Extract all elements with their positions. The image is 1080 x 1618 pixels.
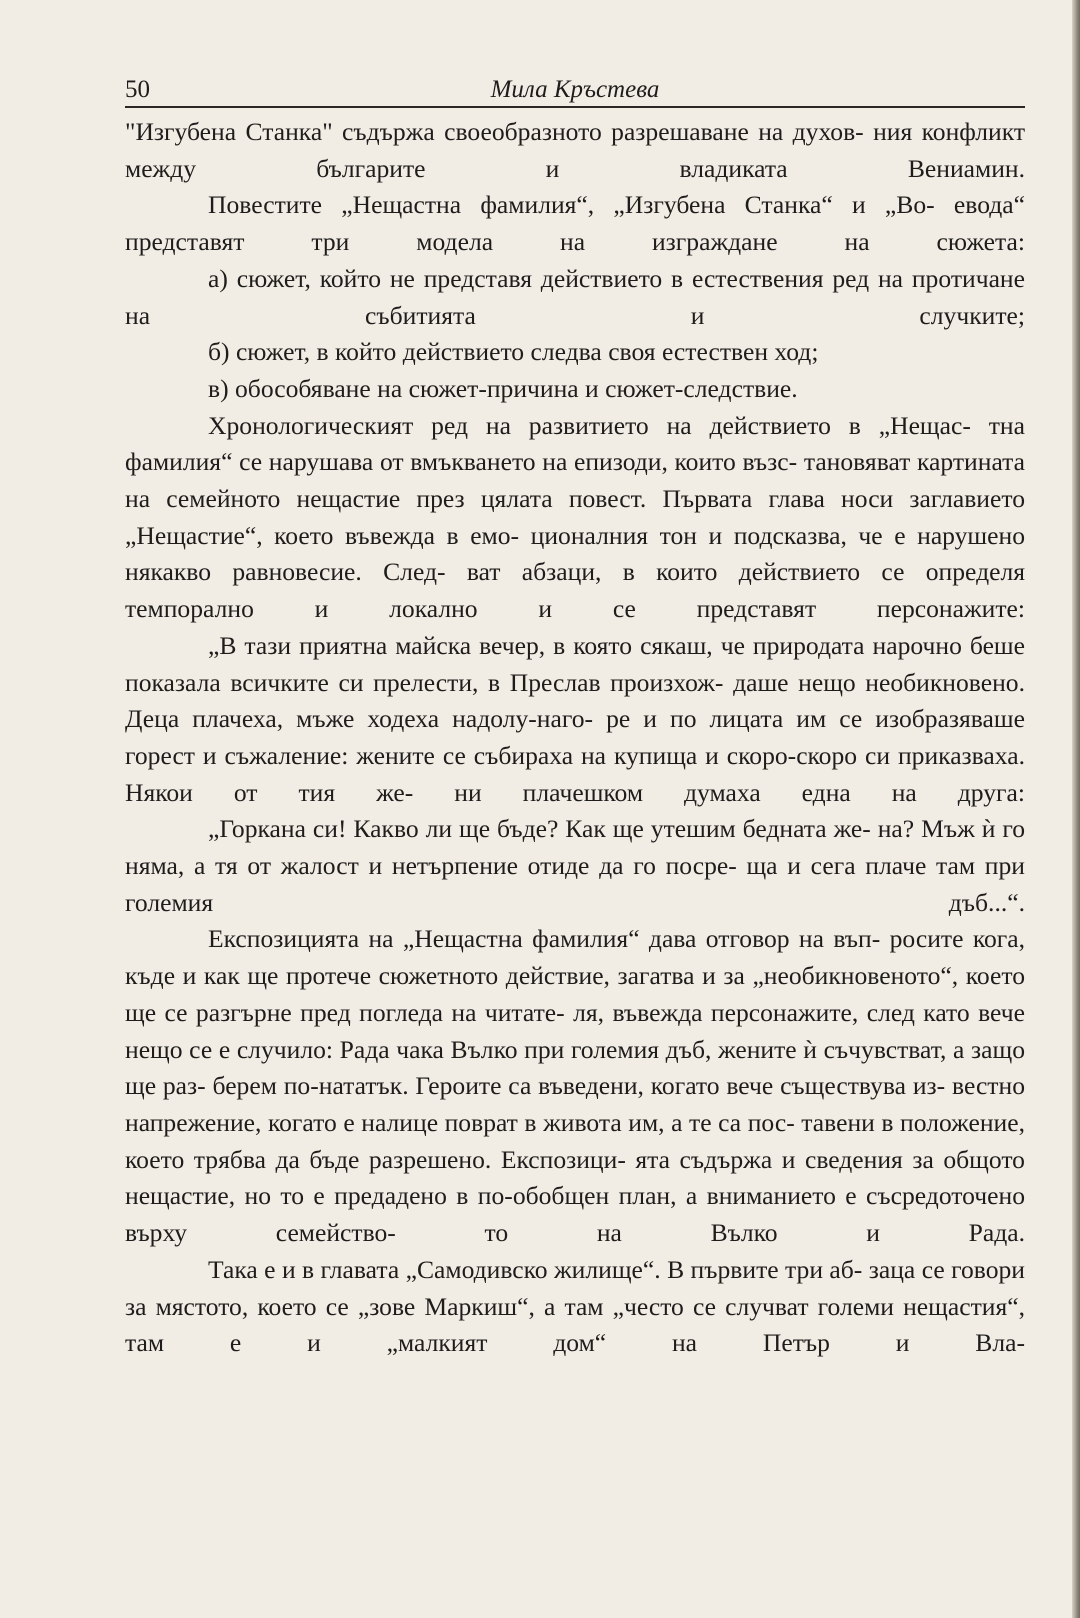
text-line: „Горкана си! Какво ли ще бъде? Как ще утешим бедната же- (208, 814, 871, 844)
text-line: на? Мъж ѝ го няма, а тя от жалост и нетърпение отиде да го посре- (125, 814, 1025, 881)
text-line: за „необикновеното“, което ще се разгърне пред погледа на читате- (125, 961, 1025, 1027)
text-line: евода“ представят три модела на изграждане на сюжета: (125, 190, 1025, 257)
text-line: берем по-нататък. Героите са въведени, когато вече съществува из- (212, 1071, 946, 1101)
text-line: даше нещо необикновено. Деца плачеха, мъже ходеха надолу-наго- (125, 667, 1025, 734)
text-line: б) сюжет, в който действието следва своя естествен ход; (208, 337, 819, 367)
quote-paragraph (125, 811, 1025, 921)
text-line: Повестите „Нещастна фамилия“, „Изгубена Станка“ и „Во- (208, 190, 935, 220)
text-line: ля, въвежда персонажите, след като вече нещо се е случило: Рада (125, 997, 1025, 1064)
list-item (125, 261, 1025, 334)
text-line: ре и по лицата им се изобразяваше горест и съжаление: жените се (125, 704, 1025, 770)
text-line: по-обобщен план, а вниманието е съсредоточено върху семейство- (125, 1181, 1025, 1248)
text-line: чака Вълко при големия дъб, жените ѝ съчувстват, а защо ще раз- (125, 1034, 1025, 1101)
text-line: "Изгубена Станка" съдържа своеобразното разрешаване на духов- (125, 117, 864, 146)
text-line: ята съдържа и сведения за общото нещастие, но то е предадено в (125, 1144, 1025, 1211)
text-line: тановяват картината на семейното нещастие през цялата повест. (125, 447, 1025, 514)
page-header (125, 76, 1025, 108)
paragraph (125, 921, 1025, 1251)
text-line: Хронологическият ред на развитието на действието в „Нещас- (208, 410, 971, 440)
text-line: вестно напрежение, когато е налице поврат в живота им, а те са пос- (125, 1071, 1025, 1137)
page-edge (1072, 0, 1080, 1618)
paragraph (125, 408, 1025, 628)
text-line: в) обособяване на сюжет-причина и сюжет-следствие. (208, 373, 798, 403)
paragraph (125, 187, 1025, 260)
text-line: събираха на купища и скоро-скоро си приказваха. Някои от тия же- (125, 740, 1025, 807)
text-line: ния конфликт между българите и владиката Вениамин. (125, 117, 1025, 183)
text-line: ционалния тон и подсказва, че е нарушено някакво равновесие. След- (125, 520, 1025, 587)
text-line: „В тази приятна майска вечер, в която сякаш, че природата (208, 630, 865, 660)
text-line: Първата глава носи заглавието „Нещастие“, което въвежда в емо- (125, 484, 1026, 550)
running-head-author: Мила Кръстева (490, 76, 660, 103)
text-line: Експозицията на „Нещастна фамилия“ дава отговор на въп- (208, 924, 881, 954)
text-line: нарочно беше показала всичките си прелести, в Преслав произхож- (125, 630, 1025, 697)
text-line: тавени в положение, което трябва да бъде разрешено. Експозици- (125, 1107, 1025, 1174)
text-line: на протичане на събитията и случките; (125, 263, 1025, 330)
text-line: тна фамилия“ се нарушава от вмъкването на епизоди, които възс- (125, 410, 1025, 477)
paragraph (125, 1252, 1025, 1362)
quote-paragraph (125, 628, 1025, 812)
text-line: то на Вълко и Рада. (484, 1218, 1026, 1248)
list-item (125, 371, 1025, 408)
text-line: ни плачешком думаха една на друга: (454, 777, 1025, 807)
page-number: 50 (125, 76, 150, 103)
text-line: и се представят персонажите: (538, 594, 1026, 624)
text-line: случват големи нещастия“, там е и „малкият дом“ на Петър и Вла- (125, 1291, 1025, 1358)
text-line: ща и сега плаче там при големия дъб...“. (125, 851, 1025, 917)
text-line: Така е и в главата „Самодивско жилище“. В първите три аб- (208, 1254, 863, 1284)
paragraph (125, 114, 1025, 187)
body-text (125, 114, 1025, 1362)
text-line: ват абзаци, в които действието се определя темпорално и локално (125, 557, 1025, 624)
list-item (125, 334, 1025, 371)
text-line: росите кога, къде и как ще протече сюжетното действие, загатва и (125, 924, 1026, 991)
text-line: а) сюжет, който не представя действието в естествения ред (208, 263, 870, 293)
text-line: заца се говори за мястото, което се „зове Маркиш“, а там „често се (125, 1254, 1026, 1321)
